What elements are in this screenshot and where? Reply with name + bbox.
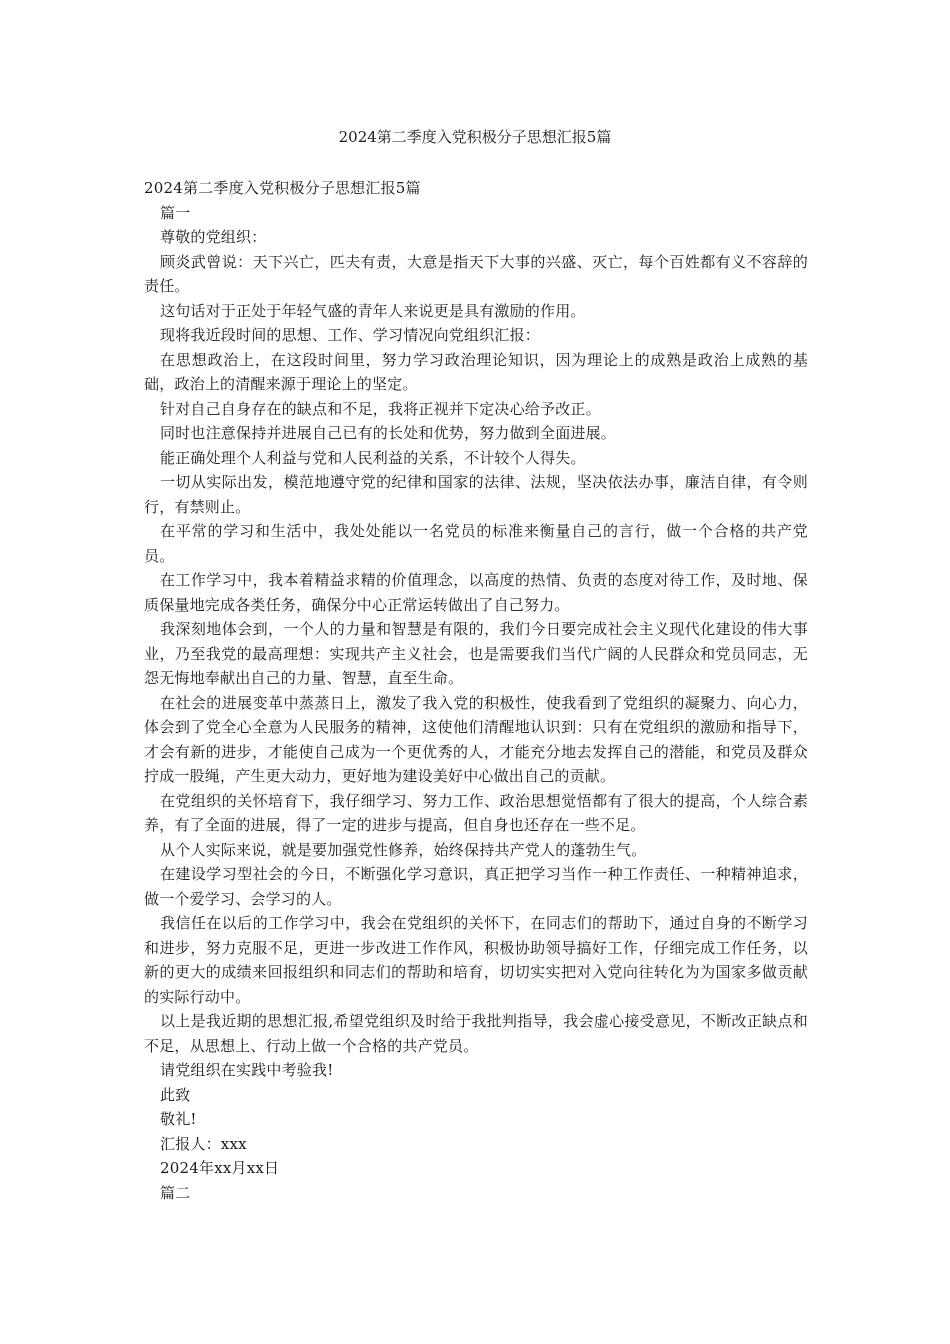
paragraph: 这句话对于正处于年轻气盛的青年人来说更是具有激励的作用。 [160, 301, 586, 320]
paragraph: 现将我近段时间的思想、工作、学习情况向党组织汇报： [160, 326, 541, 344]
paragraph: 篇一 [160, 203, 191, 222]
paragraph: 敬礼! [160, 1110, 197, 1128]
paragraph: 此致 [160, 1085, 191, 1104]
paragraph: 顾炎武曾说：天下兴亡，匹夫有责，大意是指天下大事的兴盛、灭亡，每个百姓都有义不容辞的责任。 [144, 252, 808, 295]
paragraph: 请党组织在实践中考验我! [160, 1061, 334, 1079]
paragraph: 在平常的学习和生活中，我处处能以一名党员的标准来衡量自己的言行，做一个合格的共产党员。 [144, 522, 808, 565]
paragraph: 汇报人：xxx [160, 1134, 247, 1153]
paragraph: 在建设学习型社会的今日，不断强化学习意识，真正把学习当作一种工作责任、一种精神追求，做一个爱学习、会学习的人。 [144, 865, 808, 908]
paragraph: 我深刻地体会到，一个人的力量和智慧是有限的，我们今日要完成社会主义现代化建设的伟大事业，乃至我党的最高理想：实现共产主义社会，也是需要我们当代广阔的人民群众和党员同志，无怨无悔地奉献出自己的力量、智慧，直至生命。 [144, 620, 808, 687]
paragraph: 2024年xx月xx日 [160, 1159, 280, 1177]
paragraph: 针对自己自身存在的缺点和不足，我将正视并下定决心给予改正。 [160, 399, 601, 418]
document-title: 2024第二季度入党积极分子思想汇报5篇 [338, 128, 612, 146]
paragraph: 2024第二季度入党积极分子思想汇报5篇 [144, 179, 421, 197]
paragraph: 从个人实际来说，就是要加强党性修养，始终保持共产党人的蓬勃生气。 [160, 840, 647, 859]
paragraph: 同时也注意保持并进展自己已有的长处和优势，努力做到全面进展。 [160, 424, 617, 442]
paragraph: 以上是我近期的思想汇报,希望党组织及时给于我批判指导，我会虚心接受意见，不断改正缺点和不足，从思想上、行动上做一个合格的共产党员。 [144, 1012, 808, 1055]
document-body [144, 176, 808, 1205]
paragraph: 我信任在以后的工作学习中，我会在党组织的关怀下，在同志们的帮助下，通过自身的不断学习和进步，努力克服不足，更进一步改进工作作风，积极协助领导搞好工作，仔细完成工作任务，以新的更大的成绩来回报组织和同志们的帮助和培育，切切实实把对入党向往转化为为国家多做贡献的实际行动中。 [144, 914, 808, 1006]
paragraph: 一切从实际出发，模范地遵守党的纪律和国家的法律、法规，坚决依法办事，廉洁自律，有令则行，有禁则止。 [144, 473, 808, 516]
paragraph: 在社会的进展变革中蒸蒸日上，激发了我入党的积极性，使我看到了党组织的凝聚力、向心力，体会到了党全心全意为人民服务的精神，这使他们清醒地认识到：只有在党组织的激励和指导下，才会有新的进步，才能使自己成为一个更优秀的人，才能充分地去发挥自己的潜能，和党员及群众拧成一股绳，产生更大动力，更好地为建设美好中心做出自己的贡献。 [144, 693, 808, 785]
paragraph: 能正确处理个人利益与党和人民利益的关系，不计较个人得失。 [160, 448, 586, 467]
paragraph: 在党组织的关怀培育下，我仔细学习、努力工作、政治思想觉悟都有了很大的提高，个人综合素养，有了全面的进展，得了一定的进步与提高，但自身也还存在一些不足。 [144, 791, 808, 834]
paragraph: 在思想政治上，在这段时间里，努力学习政治理论知识，因为理论上的成熟是政治上成熟的基础，政治上的清醒来源于理论上的坚定。 [144, 350, 808, 393]
paragraph: 篇二 [160, 1183, 191, 1202]
paragraph: 尊敬的党组织： [160, 228, 267, 246]
paragraph: 在工作学习中，我本着精益求精的价值理念，以高度的热情、负责的态度对待工作，及时地、保质保量地完成各类任务，确保分中心正常运转做出了自己努力。 [144, 571, 808, 614]
